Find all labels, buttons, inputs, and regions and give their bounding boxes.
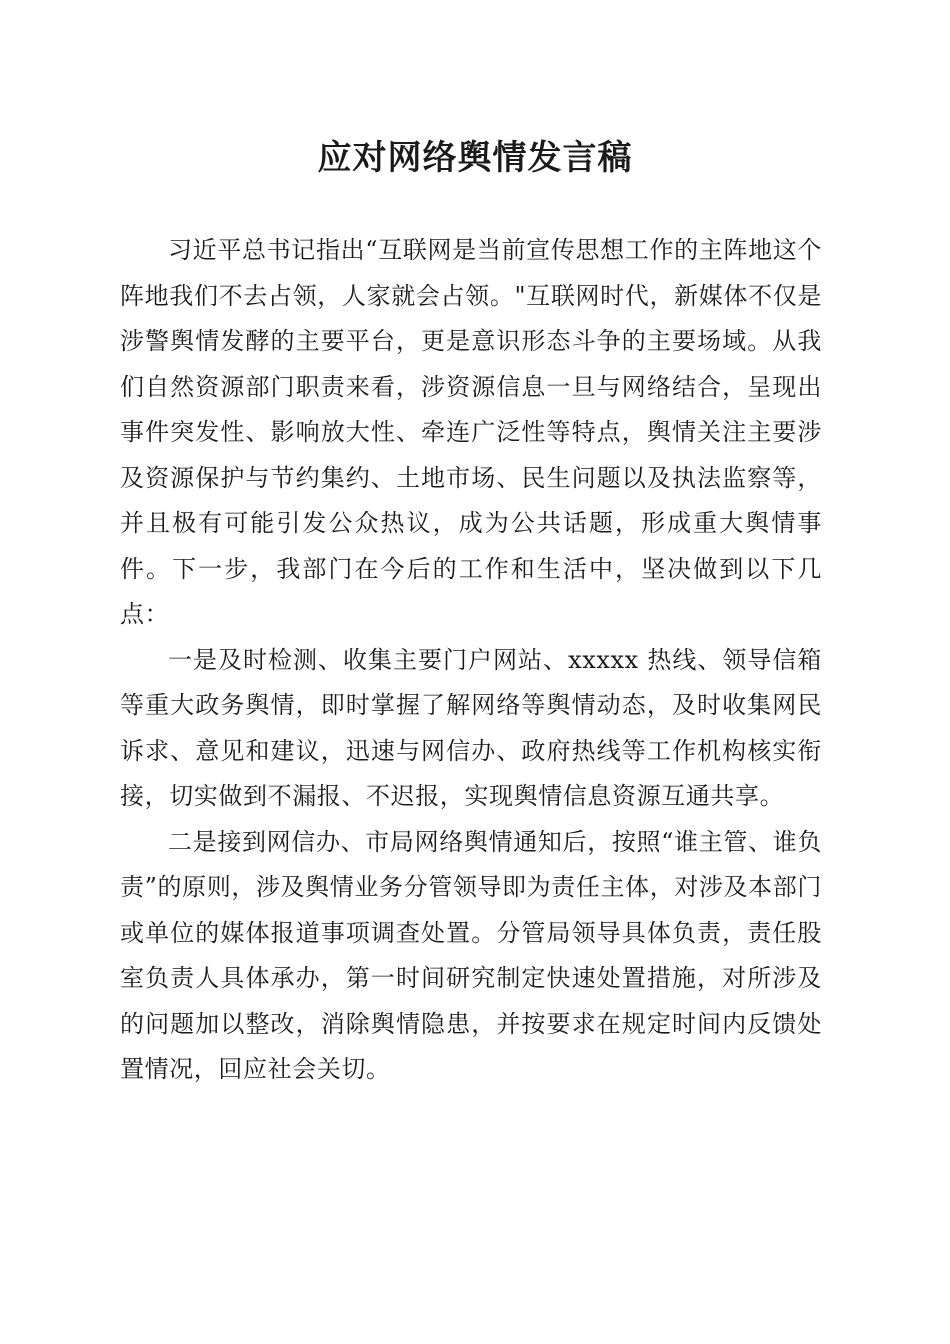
paragraph-intro: 习近平总书记指出“互联网是当前宣传思想工作的主阵地这个阵地我们不去占领，人家就会占领。"互联网时代，新媒体不仅是涉警舆情发酵的主要平台，更是意识形态斗争的主要场域。从我们自然资源部门职责来看，涉资源信息一旦与网络结合，呈现出事件突发性、影响放大性、牵连广泛性等特点，舆情关注主要涉及资源保护与节约集约、土地市场、民生问题以及执法监察等，并且极有可能引发公众热议，成为公共话题，形成重大舆情事件。下一步，我部门在今后的工作和生活中，坚决做到以下几点： bbox=[120, 236, 822, 628]
document-body bbox=[120, 228, 822, 1093]
paragraph-point-two: 二是接到网信办、市局网络舆情通知后，按照“谁主管、谁负责”的原则，涉及舆情业务分管领导即为责任主体，对涉及本部门或单位的媒体报道事项调查处置。分管局领导具体负责，责任股室负责人具体承办，第一时间研究制定快速处置措施，对所涉及的问题加以整改，消除舆情隐患，并按要求在规定时间内反馈处置情况，回应社会关切。 bbox=[120, 827, 822, 1083]
page-title: 应对网络舆情发言稿 bbox=[317, 138, 633, 178]
paragraph-point-one: 一是及时检测、收集主要门户网站、xxxxx 热线、领导信箱等重大政务舆情，即时掌握了解网络等舆情动态，及时收集网民诉求、意见和建议，迅速与网信办、政府热线等工作机构核实衔接，切实做到不漏报、不迟报，实现舆情信息资源互通共享。 bbox=[120, 645, 822, 810]
